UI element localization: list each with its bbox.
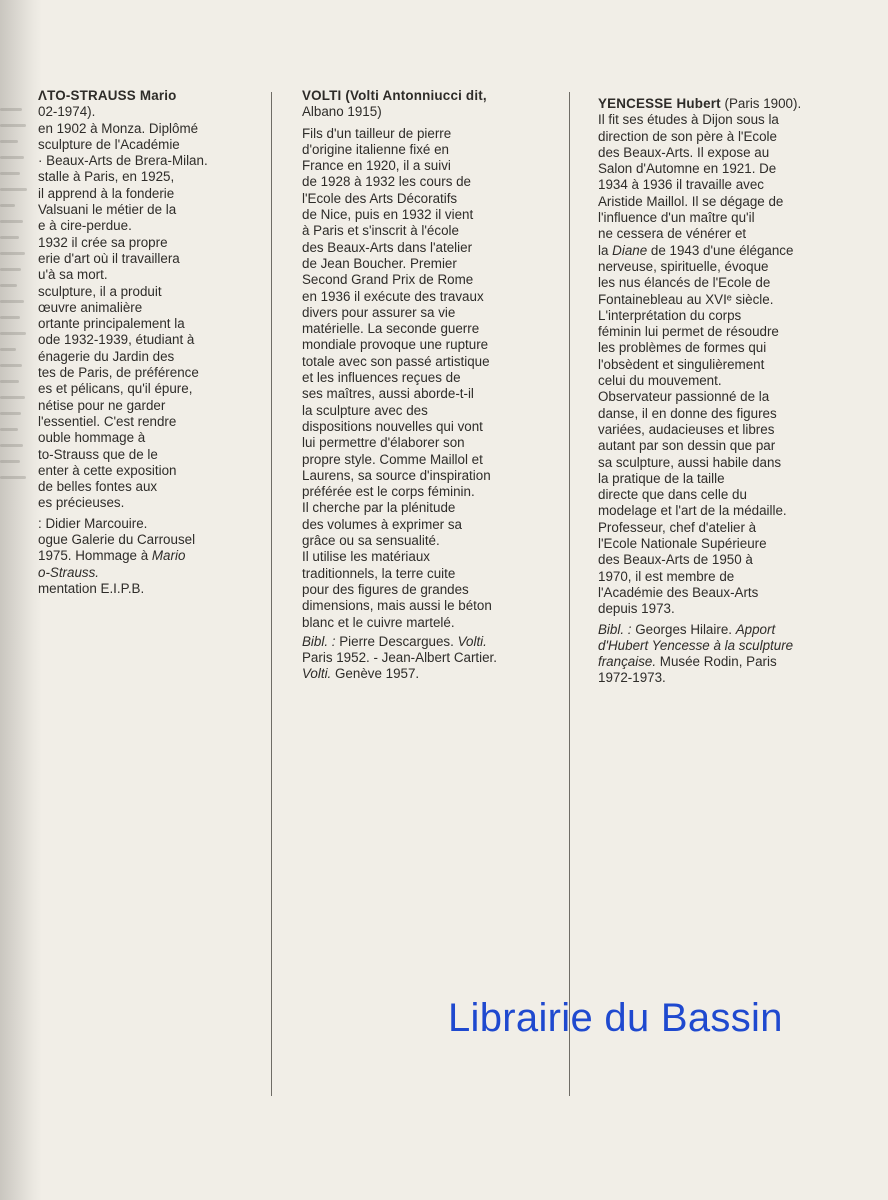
text-line: sculpture de l'Académie — [38, 136, 180, 152]
text-line: la sculpture avec des — [302, 402, 428, 418]
entry-volti-origin: Albano 1915) — [302, 104, 382, 120]
text-line: Il fit ses études à Dijon sous la — [598, 112, 779, 128]
text-line: · Beaux-Arts de Brera-Milan. — [38, 153, 208, 169]
column-divider-1 — [271, 92, 272, 1096]
text-line: depuis 1973. — [598, 601, 675, 617]
text-line: l'obsèdent et singulièrement — [598, 356, 765, 372]
text-line: énagerie du Jardin des — [38, 348, 175, 364]
text-line: danse, il en donne des figures — [598, 405, 777, 421]
text-line: enter à cette exposition — [38, 462, 177, 478]
text-line: traditionnels, la terre cuite — [302, 565, 456, 581]
text-line: L'interprétation du corps — [598, 307, 742, 323]
text-line: œuvre animalière — [38, 299, 143, 315]
text-line: sculpture, il a produit — [38, 283, 162, 299]
text-line: et les influences reçues de — [302, 370, 461, 386]
entry-yencesse-name: YENCESSE Hubert — [598, 96, 721, 111]
entry-volti-bibliography: Bibl. : Pierre Descargues. Volti. Paris 1952. - Jean-Albert Cartier. Volti. Genève 1957. — [302, 633, 497, 682]
text-line: ses maîtres, aussi aborde-t-il — [302, 386, 474, 402]
text-line: Observateur passionné de la — [598, 389, 770, 405]
text-line: France en 1920, il a suivi — [302, 158, 451, 174]
text-line: les nus élancés de l'Ecole de — [598, 275, 771, 291]
text-line: propre style. Comme Maillol et — [302, 451, 483, 467]
text-line: Fils d'un tailleur de pierre — [302, 125, 452, 141]
text-line: sa sculpture, aussi habile dans — [598, 454, 782, 470]
entry-strauss-body — [38, 104, 266, 511]
text-line: de Jean Boucher. Premier — [302, 255, 457, 271]
entry-strauss — [38, 88, 266, 597]
text-line: dispositions nouvelles qui vont — [302, 418, 483, 434]
text-line: Aristide Maillol. Il se dégage de — [598, 193, 784, 209]
entry-volti — [302, 88, 564, 683]
text-line: Il utilise les matériaux — [302, 549, 431, 565]
text-line: es et pélicans, qu'il épure, — [38, 381, 193, 397]
text-line: féminin lui permet de résoudre — [598, 324, 779, 340]
text-line: 02-1974). — [38, 104, 96, 120]
text-line: lui permettre d'élaborer son — [302, 435, 465, 451]
text-line: directe que dans celle du — [598, 487, 747, 503]
text-line: à Paris et s'inscrit à l'école — [302, 223, 459, 239]
watermark: Librairie du Bassin — [448, 996, 783, 1040]
text-line: de Nice, puis en 1932 il vient — [302, 207, 474, 223]
text-line: Second Grand Prix de Rome — [302, 272, 474, 288]
text-line: divers pour assurer sa vie — [302, 304, 456, 320]
entry-volti-body — [302, 126, 564, 631]
entry-yencesse-bibliography: Bibl. : Georges Hilaire. Apport d'Hubert Yencesse à la sculpture française. Musée Rodin, Paris 1972-1973. — [598, 621, 794, 686]
text-line: Valsuani le métier de la — [38, 202, 177, 218]
text-line: to-Strauss que de le — [38, 446, 158, 462]
text-line: u'à sa mort. — [38, 267, 108, 283]
text-line: erie d'art où il travaillera — [38, 250, 180, 266]
text-line: matérielle. La seconde guerre — [302, 321, 480, 337]
entry-strauss-name: ɅTO-STRAUSS Mario — [38, 88, 177, 103]
text-line: ode 1932-1939, étudiant à — [38, 332, 195, 348]
text-line: Professeur, chef d'atelier à — [598, 519, 757, 535]
text-line: de 1928 à 1932 les cours de — [302, 174, 471, 190]
entry-yencesse-body: Il fit ses études à Dijon sous la direction de son père à l'Ecole des Beaux-Arts. Il expose au Salon d'Automne en 1921. De 1934 à 1936 il travaille avec Aristide Maillol. Il se dégage de l'influence d'un maître qu'il ne cessera de vénérer et la Diane de 1943 d'une élégance nerveuse, spirituelle, évoque les nus élancés de l'Ecole de Fontainebleau au XVIᵉ siècle. L'interprétation du corps féminin lui permet de résoudre les problèmes de formes qui l'obsèdent et singulièrement celui du mouvement. Observateur passionné de la danse, il en donne des figures variées, audacieuses et libres autant par son dessin que par sa sculpture, aussi habile dans la pratique de la taille directe que dans celle du modelage et l'art de la médaille. Professeur, chef d'atelier à l'Ecole Nationale Supérieure des Beaux-Arts de 1950 à 1970, il est membre de l'Académie des Beaux-Arts depuis 1973. — [598, 112, 864, 617]
text-line: ouble hommage à — [38, 430, 146, 446]
text-line: l'Ecole des Arts Décoratifs — [302, 190, 458, 206]
text-line: Laurens, sa source d'inspiration — [302, 467, 491, 483]
text-line: grâce ou sa sensualité. — [302, 533, 440, 549]
text-line: l'influence d'un maître qu'il — [598, 210, 755, 226]
bleed-through-text — [0, 95, 30, 515]
entry-volti-name: VOLTI (Volti Antonniucci dit, — [302, 88, 487, 103]
text-line: nétise pour ne garder — [38, 397, 166, 413]
text-line: l'essentiel. C'est rendre — [38, 413, 177, 429]
text-line: 1970, il est membre de — [598, 568, 735, 584]
text-line: Il cherche par la plénitude — [302, 500, 456, 516]
entry-yencesse-origin: (Paris 1900). — [724, 96, 802, 111]
text-line: celui du mouvement. — [598, 373, 722, 389]
entry-yencesse — [598, 96, 864, 687]
text-line: l'Académie des Beaux-Arts — [598, 584, 759, 600]
text-line: en 1902 à Monza. Diplômé — [38, 120, 199, 136]
text-line: es précieuses. — [38, 495, 125, 511]
text-line: e à cire-perdue. — [38, 218, 132, 234]
text-line: des volumes à exprimer sa — [302, 516, 463, 532]
entry-strauss-bibliography: : Didier Marcouire. ogue Galerie du Carrousel 1975. Hommage à Mario o-Strauss. mentation E.I.P.B. — [38, 515, 196, 596]
text-line: les problèmes de formes qui — [598, 340, 767, 356]
text-line: dimensions, mais aussi le béton — [302, 598, 492, 614]
column-divider-2 — [569, 92, 570, 1096]
text-line: direction de son père à l'Ecole — [598, 128, 777, 144]
text-line: en 1936 il exécute des travaux — [302, 288, 484, 304]
text-line: l'Ecole Nationale Supérieure — [598, 536, 767, 552]
text-line: stalle à Paris, en 1925, — [38, 169, 175, 185]
text-line: de belles fontes aux — [38, 479, 158, 495]
text-line: mondiale provoque une rupture — [302, 337, 489, 353]
text-line: tes de Paris, de préférence — [38, 365, 199, 381]
text-line: des Beaux-Arts. Il expose au — [598, 144, 770, 160]
text-line: modelage et l'art de la médaille. — [598, 503, 787, 519]
text-line: ortante principalement la — [38, 316, 185, 332]
text-line: blanc et le cuivre martelé. — [302, 614, 455, 630]
text-line: 1932 il crée sa propre — [38, 234, 168, 250]
text-line: variées, audacieuses et libres — [598, 421, 775, 437]
text-line: d'origine italienne fixé en — [302, 141, 449, 157]
text-line: 1934 à 1936 il travaille avec — [598, 177, 765, 193]
text-line: totale avec son passé artistique — [302, 353, 490, 369]
text-line: nerveuse, spirituelle, évoque — [598, 258, 769, 274]
text-line: des Beaux-Arts dans l'atelier — [302, 239, 473, 255]
text-line: ne cessera de vénérer et — [598, 226, 747, 242]
text-line: des Beaux-Arts de 1950 à — [598, 552, 753, 568]
text-line: Salon d'Automne en 1921. De — [598, 161, 777, 177]
text-line: il apprend à la fonderie — [38, 185, 175, 201]
text-line: autant par son dessin que par — [598, 438, 776, 454]
text-line: préférée est le corps féminin. — [302, 484, 475, 500]
text-line: pour des figures de grandes — [302, 581, 469, 597]
text-line: la pratique de la taille — [598, 470, 725, 486]
